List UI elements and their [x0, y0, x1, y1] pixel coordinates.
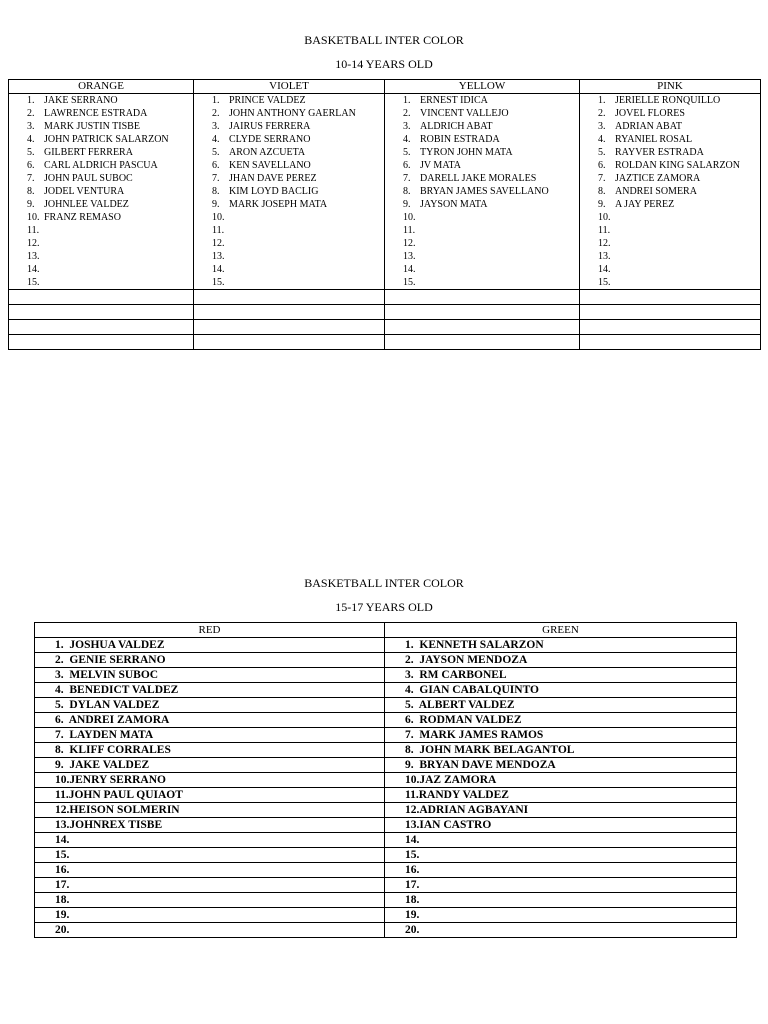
- player-name: CARL ALDRICH PASCUA: [44, 160, 158, 171]
- player-number: 3.: [212, 121, 220, 132]
- roster-cell: [194, 276, 385, 290]
- roster-cell: [9, 146, 194, 159]
- column-header-violet: VIOLET: [194, 80, 385, 94]
- table-row: [35, 848, 737, 863]
- section2-title: BASKETBALL INTER COLOR: [304, 576, 464, 590]
- player-name: TYRON JOHN MATA: [420, 147, 513, 158]
- roster-cell: [9, 133, 194, 146]
- player-number: 7.: [27, 173, 35, 184]
- player-entry: 7. LAYDEN MATA: [35, 728, 385, 743]
- player-number: 4.: [598, 134, 606, 145]
- player-name: MARK JOSEPH MATA: [229, 199, 328, 210]
- roster-cell: [194, 211, 385, 224]
- player-name: JV MATA: [420, 160, 461, 171]
- table-row: [35, 833, 737, 848]
- table-row: [9, 211, 761, 224]
- column-header-pink: PINK: [580, 80, 761, 94]
- blank-row: [9, 320, 761, 335]
- roster-cell: [194, 198, 385, 211]
- table-row: [35, 683, 737, 698]
- roster-cell: [194, 146, 385, 159]
- player-number: 12.: [27, 238, 40, 249]
- column-header-red: RED: [35, 623, 385, 638]
- player-entry: 10.JENRY SERRANO: [35, 773, 385, 788]
- player-number: 4.: [403, 134, 411, 145]
- column-header-orange: ORANGE: [9, 80, 194, 94]
- player-number: 11.: [598, 225, 611, 236]
- player-name: VINCENT VALLEJO: [420, 108, 509, 119]
- player-name: FRANZ REMASO: [44, 212, 121, 223]
- roster-cell: [9, 107, 194, 120]
- roster-cell: [9, 237, 194, 250]
- player-number: 4.: [27, 134, 35, 145]
- player-number: 5.: [598, 147, 606, 158]
- roster-cell: [580, 237, 761, 250]
- table-row: [9, 120, 761, 133]
- player-number: 6.: [212, 160, 220, 171]
- roster-cell: [385, 172, 580, 185]
- roster-cell: [580, 263, 761, 276]
- player-entry: 2. JAYSON MENDOZA: [385, 653, 737, 668]
- roster-cell: [9, 224, 194, 237]
- player-number: 7.: [403, 173, 411, 184]
- player-entry: 6. ANDREI ZAMORA: [35, 713, 385, 728]
- blank-cell: [9, 290, 194, 305]
- roster-cell: [385, 250, 580, 263]
- player-entry: 11.RANDY VALDEZ: [385, 788, 737, 803]
- roster-cell: [9, 211, 194, 224]
- table-row: [9, 133, 761, 146]
- player-name: JAYSON MATA: [420, 199, 488, 210]
- player-entry: 3. RM CARBONEL: [385, 668, 737, 683]
- blank-row: [9, 335, 761, 350]
- player-number: 12.: [598, 238, 611, 249]
- table-row: [35, 788, 737, 803]
- blank-cell: [194, 335, 385, 350]
- roster-cell: [385, 224, 580, 237]
- table-row: [35, 863, 737, 878]
- player-number: 8.: [212, 186, 220, 197]
- table-row: [9, 172, 761, 185]
- blank-cell: [194, 305, 385, 320]
- player-number: 12.: [212, 238, 225, 249]
- blank-cell: [9, 335, 194, 350]
- table-row: [9, 276, 761, 290]
- player-name: JOHNLEE VALDEZ: [44, 199, 129, 210]
- player-number: 9.: [212, 199, 220, 210]
- table-row: [35, 893, 737, 908]
- table-row: [9, 159, 761, 172]
- blank-row: [9, 305, 761, 320]
- player-entry: 7. MARK JAMES RAMOS: [385, 728, 737, 743]
- player-entry: 15.: [35, 848, 385, 863]
- player-name: LAWRENCE ESTRADA: [44, 108, 148, 119]
- table-row: [35, 803, 737, 818]
- column-header-yellow: YELLOW: [385, 80, 580, 94]
- player-number: 6.: [598, 160, 606, 171]
- player-entry: 1. JOSHUA VALDEZ: [35, 638, 385, 653]
- roster-cell: [580, 146, 761, 159]
- table-row: [35, 818, 737, 833]
- player-name: JOHN PAUL SUBOC: [44, 173, 133, 184]
- player-entry: 14.: [385, 833, 737, 848]
- roster-cell: [580, 120, 761, 133]
- player-entry: 19.: [385, 908, 737, 923]
- blank-cell: [580, 305, 761, 320]
- roster-cell: [385, 237, 580, 250]
- blank-cell: [580, 290, 761, 305]
- blank-cell: [385, 335, 580, 350]
- table-row: [35, 743, 737, 758]
- player-name: RYANIEL ROSAL: [615, 134, 693, 145]
- blank-cell: [580, 335, 761, 350]
- roster-cell: [580, 172, 761, 185]
- player-number: 1.: [598, 95, 606, 106]
- roster-cell: [385, 146, 580, 159]
- player-number: 10.: [598, 212, 611, 223]
- player-entry: 2. GENIE SERRANO: [35, 653, 385, 668]
- player-number: 11.: [27, 225, 40, 236]
- roster-cell: [580, 250, 761, 263]
- roster-cell: [385, 198, 580, 211]
- player-entry: 15.: [385, 848, 737, 863]
- table-row: [9, 224, 761, 237]
- player-number: 15.: [27, 277, 40, 288]
- roster-cell: [385, 94, 580, 108]
- player-entry: 16.: [35, 863, 385, 878]
- player-name: MARK JUSTIN TISBE: [44, 121, 140, 132]
- player-number: 8.: [403, 186, 411, 197]
- player-entry: 13.JOHNREX TISBE: [35, 818, 385, 833]
- player-entry: 8. JOHN MARK BELAGANTOL: [385, 743, 737, 758]
- player-name: ROLDAN KING SALARZON: [615, 160, 740, 171]
- table-row: [35, 878, 737, 893]
- roster-cell: [9, 276, 194, 290]
- blank-cell: [385, 305, 580, 320]
- player-number: 5.: [212, 147, 220, 158]
- player-entry: 17.: [385, 878, 737, 893]
- player-number: 7.: [598, 173, 606, 184]
- table-row: [35, 758, 737, 773]
- roster-cell: [194, 94, 385, 108]
- player-number: 14.: [27, 264, 40, 275]
- table-row: [9, 94, 761, 108]
- player-number: 9.: [403, 199, 411, 210]
- table-row: [9, 107, 761, 120]
- player-number: 1.: [212, 95, 220, 106]
- table-row: [35, 653, 737, 668]
- blank-cell: [194, 290, 385, 305]
- table-row: [9, 198, 761, 211]
- blank-cell: [385, 320, 580, 335]
- blank-cell: [385, 290, 580, 305]
- player-number: 3.: [598, 121, 606, 132]
- player-number: 8.: [27, 186, 35, 197]
- roster-cell: [580, 224, 761, 237]
- player-number: 15.: [212, 277, 225, 288]
- player-entry: 20.: [35, 923, 385, 938]
- player-entry: 18.: [35, 893, 385, 908]
- table-row: [35, 698, 737, 713]
- roster-cell: [385, 120, 580, 133]
- table-row: [35, 638, 737, 653]
- player-number: 2.: [598, 108, 606, 119]
- roster-cell: [194, 133, 385, 146]
- player-number: 14.: [403, 264, 416, 275]
- player-name: JODEL VENTURA: [44, 186, 125, 197]
- roster-cell: [9, 250, 194, 263]
- player-number: 1.: [403, 95, 411, 106]
- table-row: [9, 185, 761, 198]
- blank-cell: [9, 305, 194, 320]
- table-row: [9, 237, 761, 250]
- player-number: 2.: [212, 108, 220, 119]
- roster-cell: [194, 120, 385, 133]
- roster-cell: [385, 263, 580, 276]
- player-entry: 18.: [385, 893, 737, 908]
- table-row: [9, 263, 761, 276]
- section1-subtitle: 10-14 YEARS OLD: [335, 57, 433, 71]
- roster-cell: [194, 107, 385, 120]
- roster-cell: [194, 159, 385, 172]
- roster-cell: [194, 263, 385, 276]
- blank-cell: [9, 320, 194, 335]
- player-entry: 4. BENEDICT VALDEZ: [35, 683, 385, 698]
- player-name: A JAY PEREZ: [615, 199, 675, 210]
- player-number: 6.: [403, 160, 411, 171]
- player-number: 9.: [598, 199, 606, 210]
- player-number: 5.: [27, 147, 35, 158]
- player-number: 10.: [403, 212, 416, 223]
- player-name: JHAN DAVE PEREZ: [229, 173, 317, 184]
- player-entry: 20.: [385, 923, 737, 938]
- roster-cell: [9, 94, 194, 108]
- player-name: ROBIN ESTRADA: [420, 134, 500, 145]
- table-row: [9, 146, 761, 159]
- blank-cell: [580, 320, 761, 335]
- player-number: 14.: [598, 264, 611, 275]
- player-number: 6.: [27, 160, 35, 171]
- player-entry: 12.ADRIAN AGBAYANI: [385, 803, 737, 818]
- player-number: 5.: [403, 147, 411, 158]
- roster-table-15-17: [34, 622, 737, 938]
- player-number: 13.: [598, 251, 611, 262]
- roster-cell: [580, 185, 761, 198]
- player-number: 10.: [27, 212, 40, 223]
- roster-cell: [385, 211, 580, 224]
- roster-cell: [580, 198, 761, 211]
- roster-cell: [580, 94, 761, 108]
- player-number: 11.: [403, 225, 416, 236]
- player-entry: 17.: [35, 878, 385, 893]
- player-entry: 19.: [35, 908, 385, 923]
- section1-title: BASKETBALL INTER COLOR: [304, 33, 464, 47]
- roster-cell: [9, 263, 194, 276]
- table-row: [35, 668, 737, 683]
- player-number: 15.: [598, 277, 611, 288]
- player-number: 2.: [403, 108, 411, 119]
- player-name: JAZTICE ZAMORA: [615, 173, 701, 184]
- roster-cell: [580, 133, 761, 146]
- player-name: JOVEL FLORES: [615, 108, 685, 119]
- player-number: 13.: [212, 251, 225, 262]
- roster-cell: [9, 185, 194, 198]
- roster-cell: [385, 159, 580, 172]
- roster-cell: [9, 198, 194, 211]
- player-entry: 13.IAN CASTRO: [385, 818, 737, 833]
- roster-cell: [194, 250, 385, 263]
- roster-cell: [580, 107, 761, 120]
- player-entry: 1. KENNETH SALARZON: [385, 638, 737, 653]
- player-entry: 11.JOHN PAUL QUIAOT: [35, 788, 385, 803]
- roster-cell: [580, 211, 761, 224]
- player-name: ARON AZCUETA: [229, 147, 306, 158]
- player-number: 13.: [27, 251, 40, 262]
- roster-cell: [194, 172, 385, 185]
- player-entry: 5. ALBERT VALDEZ: [385, 698, 737, 713]
- player-number: 13.: [403, 251, 416, 262]
- player-entry: 14.: [35, 833, 385, 848]
- table-row: [35, 773, 737, 788]
- roster-cell: [385, 185, 580, 198]
- roster-cell: [580, 159, 761, 172]
- player-name: JAKE SERRANO: [44, 95, 118, 106]
- roster-cell: [385, 276, 580, 290]
- roster-cell: [385, 107, 580, 120]
- table-row: [35, 728, 737, 743]
- player-name: JERIELLE RONQUILLO: [615, 95, 721, 106]
- player-name: BRYAN JAMES SAVELLANO: [420, 186, 549, 197]
- player-name: JOHN ANTHONY GAERLAN: [229, 108, 356, 119]
- roster-cell: [194, 237, 385, 250]
- player-entry: 12.HEISON SOLMERIN: [35, 803, 385, 818]
- roster-cell: [385, 133, 580, 146]
- player-name: ANDREI SOMERA: [615, 186, 697, 197]
- roster-cell: [9, 172, 194, 185]
- player-name: JOHN PATRICK SALARZON: [44, 134, 169, 145]
- player-name: DARELL JAKE MORALES: [420, 173, 537, 184]
- player-name: KIM LOYD BACLIG: [229, 186, 319, 197]
- player-name: CLYDE SERRANO: [229, 134, 311, 145]
- blank-row: [9, 290, 761, 305]
- player-name: ERNEST IDICA: [420, 95, 488, 106]
- player-number: 3.: [403, 121, 411, 132]
- player-entry: 5. DYLAN VALDEZ: [35, 698, 385, 713]
- player-entry: 10.JAZ ZAMORA: [385, 773, 737, 788]
- player-number: 8.: [598, 186, 606, 197]
- table-row: [35, 923, 737, 938]
- player-entry: 9. JAKE VALDEZ: [35, 758, 385, 773]
- player-name: PRINCE VALDEZ: [229, 95, 306, 106]
- player-entry: 9. BRYAN DAVE MENDOZA: [385, 758, 737, 773]
- blank-cell: [194, 320, 385, 335]
- roster-cell: [580, 276, 761, 290]
- player-name: JAIRUS FERRERA: [229, 121, 311, 132]
- column-header-green: GREEN: [385, 623, 737, 638]
- table-row: [35, 908, 737, 923]
- player-number: 3.: [27, 121, 35, 132]
- player-name: KEN SAVELLANO: [229, 160, 311, 171]
- player-entry: 3. MELVIN SUBOC: [35, 668, 385, 683]
- roster-cell: [194, 224, 385, 237]
- player-number: 9.: [27, 199, 35, 210]
- table-row: [35, 713, 737, 728]
- player-number: 7.: [212, 173, 220, 184]
- player-entry: 6. RODMAN VALDEZ: [385, 713, 737, 728]
- player-number: 4.: [212, 134, 220, 145]
- player-entry: 8. KLIFF CORRALES: [35, 743, 385, 758]
- player-name: ALDRICH ABAT: [420, 121, 493, 132]
- section2-subtitle: 15-17 YEARS OLD: [335, 600, 433, 614]
- player-number: 15.: [403, 277, 416, 288]
- player-number: 11.: [212, 225, 225, 236]
- roster-cell: [194, 185, 385, 198]
- player-name: GILBERT FERRERA: [44, 147, 133, 158]
- player-name: ADRIAN ABAT: [615, 121, 682, 132]
- player-number: 2.: [27, 108, 35, 119]
- roster-cell: [9, 159, 194, 172]
- player-number: 14.: [212, 264, 225, 275]
- player-name: RAYVER ESTRADA: [615, 147, 704, 158]
- player-entry: 4. GIAN CABALQUINTO: [385, 683, 737, 698]
- player-number: 1.: [27, 95, 35, 106]
- table-row: [9, 250, 761, 263]
- roster-table-10-14: [8, 79, 761, 350]
- player-number: 10.: [212, 212, 225, 223]
- player-number: 12.: [403, 238, 416, 249]
- roster-cell: [9, 120, 194, 133]
- player-entry: 16.: [385, 863, 737, 878]
